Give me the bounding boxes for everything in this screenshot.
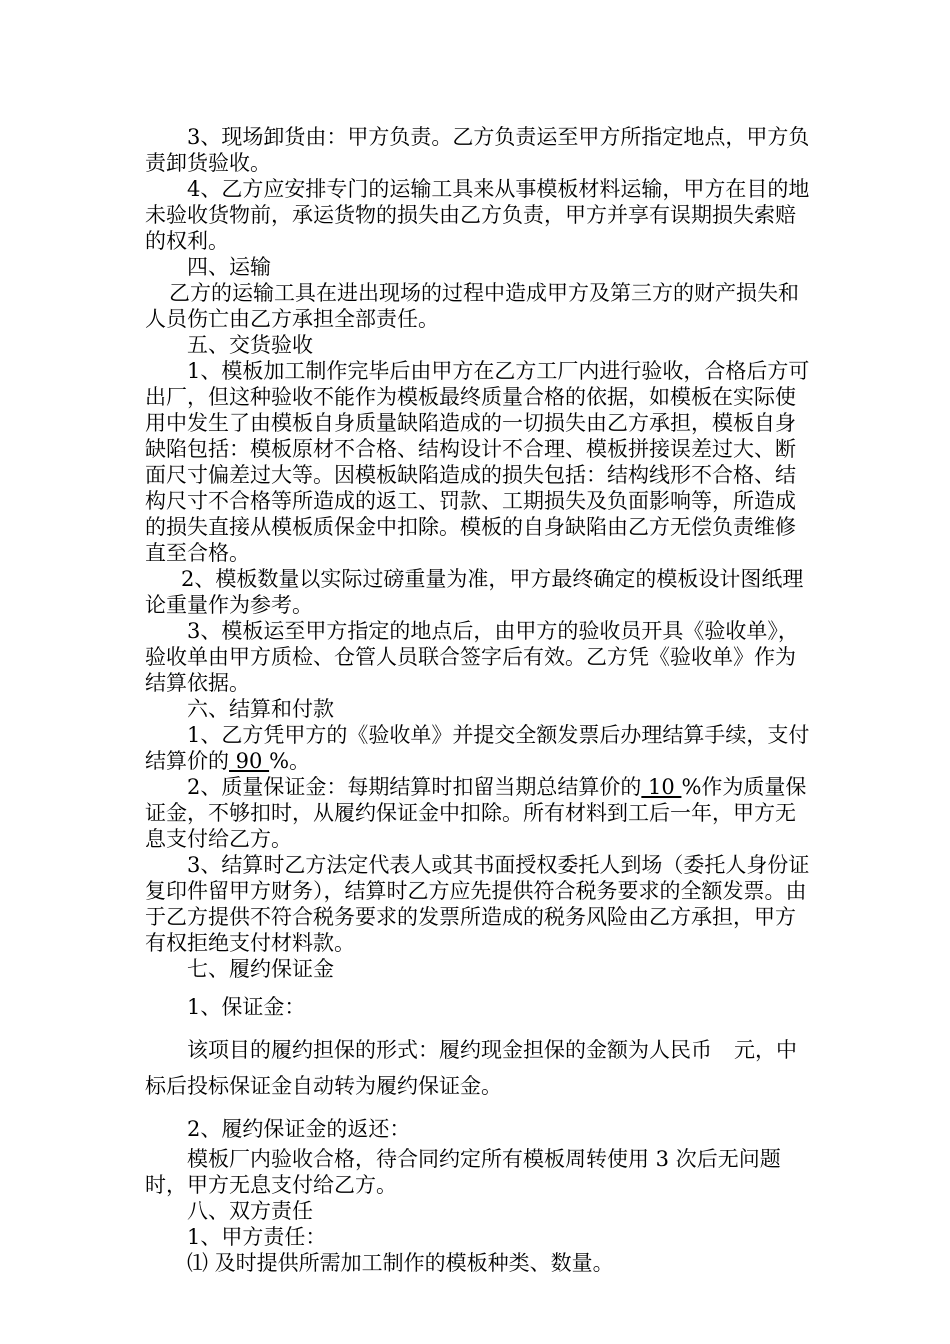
retention-percent: 10 xyxy=(641,775,682,799)
settlement-percent: 90 xyxy=(229,749,270,773)
paragraph-bond-return: 2、履约保证金的返还： xyxy=(187,1117,411,1141)
settlement-2-text: 2、质量保证金：每期结算时扣留当期总结算价的 xyxy=(187,775,642,799)
paragraph-settlement-1 xyxy=(145,722,813,774)
paragraph-settlement-2 xyxy=(145,774,813,852)
settlement-1-text: 1、乙方凭甲方的《验收单》并提交全额发票后办理结算手续，支付结算价的 xyxy=(145,723,810,773)
paragraph-transport-liability: 乙方的运输工具在进出现场的过程中造成甲方及第三方的财产损失和人员伤亡由乙方承担全部责任。 xyxy=(145,281,799,331)
heading-transport: 四、运输 xyxy=(187,255,271,279)
paragraph-bond-form xyxy=(145,1032,813,1104)
heading-delivery-acceptance: 五、交货验收 xyxy=(187,333,313,357)
paragraph-bond-return-detail: 模板厂内验收合格，待合同约定所有模板周转使用 3 次后无问题时，甲方无息支付给乙方。 xyxy=(145,1147,781,1197)
bond-form-text: 该项目的履约担保的形式：履约现金担保的金额为人民币 xyxy=(187,1038,712,1062)
paragraph-acceptance-1: 1、模板加工制作完毕后由甲方在乙方工厂内进行验收，合格后方可出厂，但这种验收不能作为模板最终质量合格的依据，如模板在实际使用中发生了由模板自身质量缺陷造成的一切损失由乙方承担，模板自身缺陷包括：模板原材不合格、结构设计不合理、模板拼接误差过大、断面尺寸偏差过大等。因模板缺陷造成的损失包括：结构线形不合格、结构尺寸不合格等所造成的返工、罚款、工期损失及负面影响等，所造成的损失直接从模板质保金中扣除。模板的自身缺陷由乙方无偿负责维修直至合格。 xyxy=(145,359,810,565)
document-page xyxy=(145,124,813,1276)
paragraph-party-a-responsibility: 1、甲方责任： xyxy=(187,1225,327,1249)
paragraph-unloading: 3、现场卸货由：甲方负责。乙方负责运至甲方所指定地点，甲方负责卸货验收。 xyxy=(145,125,810,175)
paragraph-transport-tools: 4、乙方应安排专门的运输工具来从事模板材料运输，甲方在目的地未验收货物前，承运货物的损失由乙方负责，甲方并享有误期损失索赔的权利。 xyxy=(145,177,810,253)
paragraph-settlement-3: 3、结算时乙方法定代表人或其书面授权委托人到场（委托人身份证复印件留甲方财务），结算时乙方应先提供符合税务要求的全额发票。由于乙方提供不符合税务要求的发票所造成的税务风险由乙方承担，甲方有权拒绝支付材料款。 xyxy=(145,853,810,955)
settlement-1-suffix: %。 xyxy=(269,749,311,773)
paragraph-acceptance-2: 2、模板数量以实际过磅重量为准，甲方最终确定的模板设计图纸理论重量作为参考。 xyxy=(145,567,804,617)
heading-performance-bond: 七、履约保证金 xyxy=(187,957,334,981)
paragraph-party-a-item-1: ⑴ 及时提供所需加工制作的模板种类、数量。 xyxy=(187,1251,614,1275)
paragraph-bond-1: 1、保证金： xyxy=(187,995,306,1019)
heading-settlement-payment: 六、结算和付款 xyxy=(187,697,334,721)
paragraph-acceptance-3: 3、模板运至甲方指定的地点后，由甲方的验收员开具《验收单》，验收单由甲方质检、仓管人员联合签字后有效。乙方凭《验收单》作为结算依据。 xyxy=(145,619,799,695)
heading-responsibilities: 八、双方责任 xyxy=(187,1199,313,1223)
settlement-2-suffix: %作为质量保证金，不够扣时，从履约保证金中扣除。所有材料到工后一年，甲方无息支付给乙方。 xyxy=(145,775,807,851)
bond-form-suffix: 元，中标后投标保证金自动转为履约保证金。 xyxy=(145,1038,797,1098)
